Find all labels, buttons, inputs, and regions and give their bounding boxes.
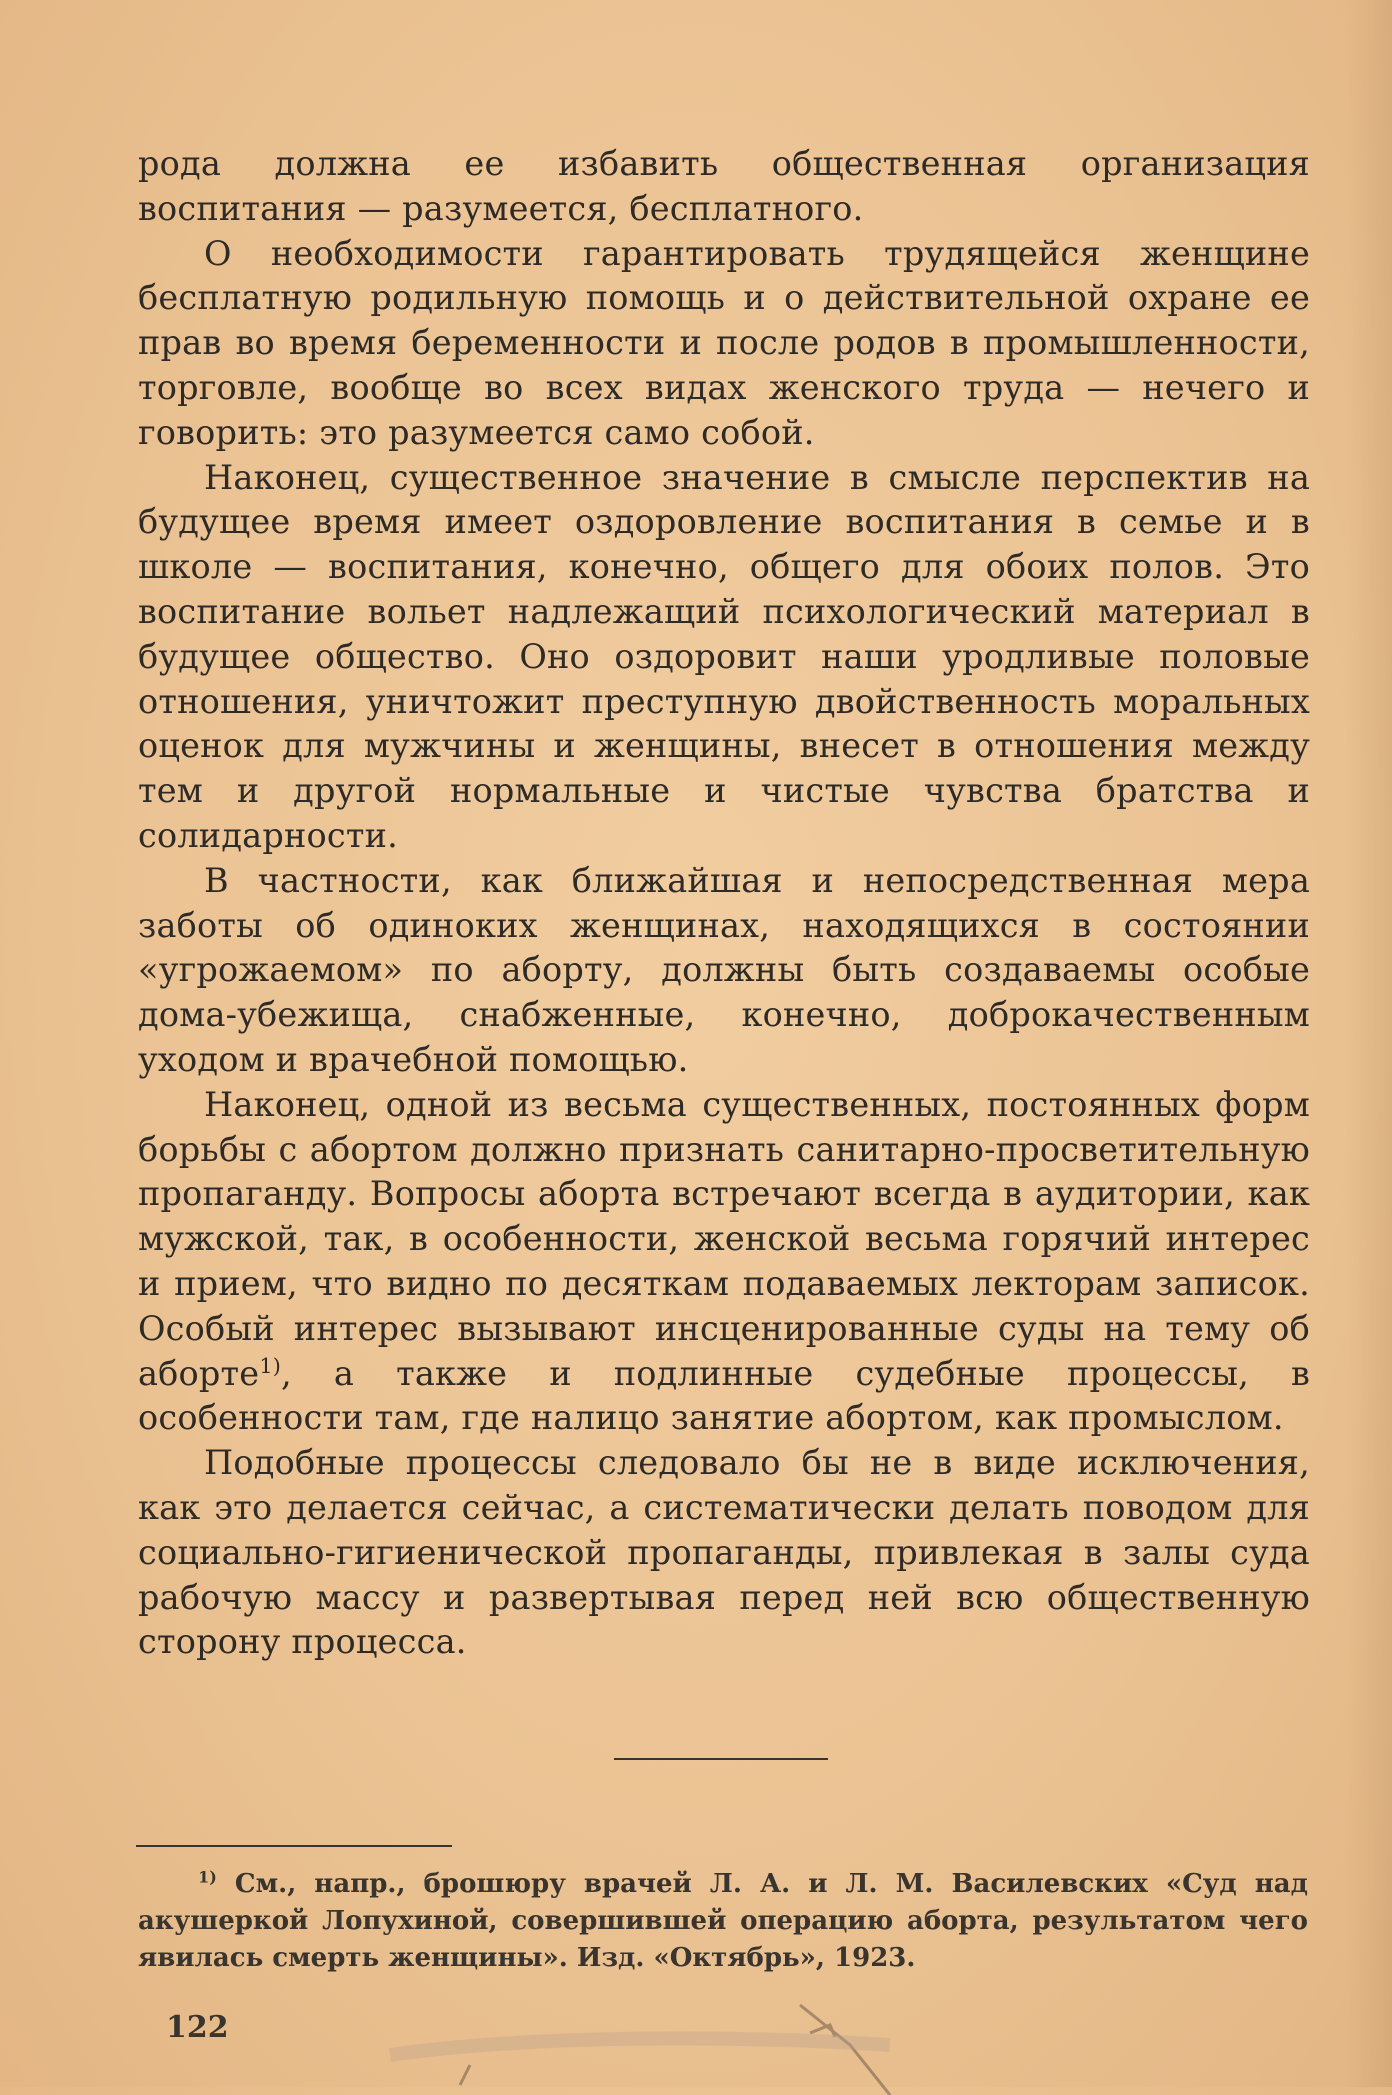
footnote-mark: 1) bbox=[198, 1867, 217, 1887]
paragraph-6: Подобные процессы следовало бы не в виде исключения, как это делается сейчас, а систематически делать поводом для социально-гигиенической пропаганды, привлекая в залы суда рабочую массу и развертывая перед ней всю общественную сторону процесса. bbox=[138, 1443, 1310, 1662]
paragraph-5 bbox=[138, 1083, 1310, 1441]
paragraph-3: Наконец, существенное значение в смысле перспектив на будущее время имеет оздоровление воспитания в семье и в школе — воспитания, конечно, общего для обоих полов. Это воспитание вольет надлежащий психологический материал в будущее общество. Оно оздоровит наши уродливые половые отношения, уничтожит преступную двойственность моральных оценок для мужчины и женщины, внесет в отношения между тем и другой нормальные и чистые чувства братства и солидарности. bbox=[138, 457, 1310, 855]
paragraph-5-text-b: , а также и подлинные судебные процессы, в особенности там, где налицо занятие абортом, как промыслом. bbox=[138, 1353, 1310, 1438]
paragraph-5-text-a: Наконец, одной из весьма существенных, постоянных форм борьбы с абортом должно признать санитарно-просветительную пропаганду. Вопросы аборта встречают всегда в аудитории, как мужской, так, в особенности, женской весьма горячий интерес и прием, что видно по десяткам подаваемых лекторам записок. Особый интерес вызывают инсценированные суды на тему об аборте bbox=[138, 1084, 1310, 1393]
footnote-rule bbox=[136, 1845, 452, 1847]
paragraph-1: рода должна ее избавить общественная организация воспитания — разумеется, бесплатного. bbox=[138, 144, 1310, 228]
footnote-body: См., напр., брошюру врачей Л. А. и Л. М. Василевских «Суд над акушеркой Лопухиной, совершившей операцию аборта, результатом чего явилась смерть женщины». Изд. «Октябрь», 1923. bbox=[138, 1869, 1308, 1973]
main-text bbox=[138, 142, 1310, 1665]
library-stamp-mark bbox=[330, 1985, 1090, 2095]
footnote-reference: 1) bbox=[259, 1353, 282, 1378]
paragraph-2: О необходимости гарантировать трудящейся женщине бесплатную родильную помощь и о действительной охране ее прав во время беременности и после родов в промышленности, торговле, вообще во всех видах женского труда — нечего и говорить: это разумеется само собой. bbox=[138, 233, 1310, 452]
section-divider bbox=[614, 1758, 828, 1760]
page-number: 122 bbox=[166, 2010, 229, 2045]
footnote bbox=[138, 1866, 1308, 1977]
footnote-text bbox=[138, 1866, 1308, 1977]
page-edge-shadow bbox=[1346, 0, 1392, 2087]
paragraph-4: В частности, как ближайшая и непосредственная мера заботы об одиноких женщинах, находящихся в состоянии «угрожаемом» по аборту, должны быть создаваемы особые дома-убежища, снабженные, конечно, доброкачественным уходом и врачебной помощью. bbox=[138, 860, 1310, 1079]
